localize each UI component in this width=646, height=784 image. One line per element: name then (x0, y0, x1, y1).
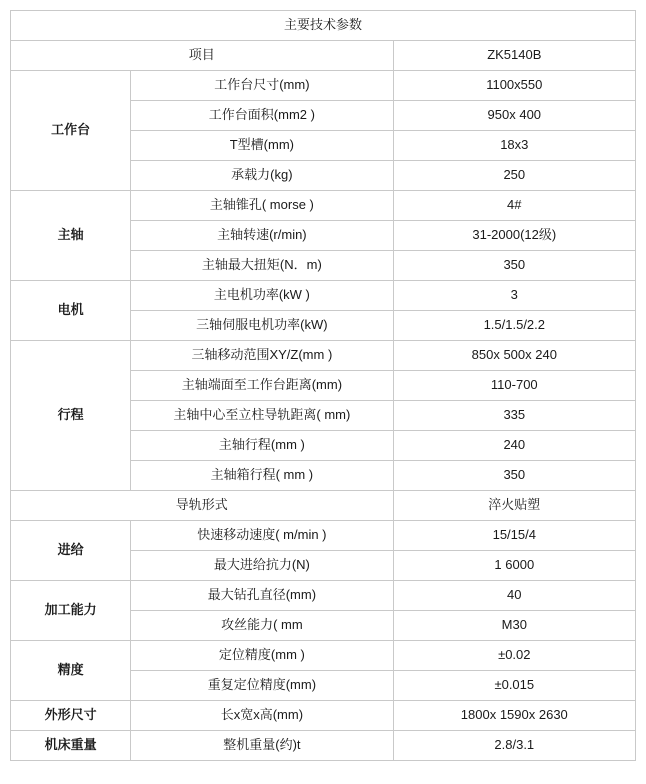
item-label: 快速移动速度( m/min ) (131, 521, 393, 551)
item-label: 三轴移动范围XY/Z(mm ) (131, 341, 393, 371)
item-label: 主轴中心至立柱导轨距离( mm) (131, 401, 393, 431)
item-value: 1100x550 (393, 71, 635, 101)
item-label: 最大进给抗力(N) (131, 551, 393, 581)
item-value: 1800x 1590x 2630 (393, 701, 635, 731)
item-label: 工作台面积(mm2 ) (131, 101, 393, 131)
item-value: 15/15/4 (393, 521, 635, 551)
item-value: 240 (393, 431, 635, 461)
group-travel: 行程 (11, 341, 131, 491)
item-value: 110-700 (393, 371, 635, 401)
item-value: 淬火贴塑 (393, 491, 635, 521)
item-value: 18x3 (393, 131, 635, 161)
item-label: 主轴锥孔( morse ) (131, 191, 393, 221)
table-row (11, 341, 636, 371)
group-machining-capacity: 加工能力 (11, 581, 131, 641)
header-item-label: 项目 (11, 41, 394, 71)
item-label: 攻丝能力( mm (131, 611, 393, 641)
item-value: 1.5/1.5/2.2 (393, 311, 635, 341)
table-row (11, 641, 636, 671)
item-label: 主轴箱行程( mm ) (131, 461, 393, 491)
item-value: 335 (393, 401, 635, 431)
item-label: 主电机功率(kW ) (131, 281, 393, 311)
item-value: 2.8/3.1 (393, 731, 635, 761)
item-label: 最大钻孔直径(mm) (131, 581, 393, 611)
item-value: ±0.02 (393, 641, 635, 671)
table-row (11, 731, 636, 761)
item-value: M30 (393, 611, 635, 641)
table-title-row (11, 11, 636, 41)
item-label: 主轴最大扭矩(N．m) (131, 251, 393, 281)
item-value: 3 (393, 281, 635, 311)
item-value: 350 (393, 461, 635, 491)
table-header-row (11, 41, 636, 71)
item-label: 工作台尺寸(mm) (131, 71, 393, 101)
table-row (11, 701, 636, 731)
table-row (11, 281, 636, 311)
table-row (11, 191, 636, 221)
item-value: 950x 400 (393, 101, 635, 131)
group-feed: 进给 (11, 521, 131, 581)
item-value: 250 (393, 161, 635, 191)
item-label: 长x宽x高(mm) (131, 701, 393, 731)
group-accuracy: 精度 (11, 641, 131, 701)
item-value: 40 (393, 581, 635, 611)
group-overall-dimensions: 外形尺寸 (11, 701, 131, 731)
item-value: 4# (393, 191, 635, 221)
item-label: 承载力(kg) (131, 161, 393, 191)
item-label: 主轴端面至工作台距离(mm) (131, 371, 393, 401)
table-row (11, 491, 636, 521)
item-label: 定位精度(mm ) (131, 641, 393, 671)
header-model: ZK5140B (393, 41, 635, 71)
item-label: 主轴转速(r/min) (131, 221, 393, 251)
item-value: 1 6000 (393, 551, 635, 581)
table-row (11, 521, 636, 551)
item-value: 350 (393, 251, 635, 281)
item-label-guideway: 导轨形式 (11, 491, 394, 521)
item-label: 整机重量(约)t (131, 731, 393, 761)
item-value: 850x 500x 240 (393, 341, 635, 371)
table-row (11, 581, 636, 611)
item-label: T型槽(mm) (131, 131, 393, 161)
technical-parameters-table (10, 10, 636, 761)
table-title: 主要技术参数 (11, 11, 636, 41)
group-machine-weight: 机床重量 (11, 731, 131, 761)
group-motor: 电机 (11, 281, 131, 341)
group-worktable: 工作台 (11, 71, 131, 191)
item-label: 三轴伺服电机功率(kW) (131, 311, 393, 341)
group-spindle: 主轴 (11, 191, 131, 281)
item-value: 31-2000(12级) (393, 221, 635, 251)
item-label: 重复定位精度(mm) (131, 671, 393, 701)
item-value: ±0.015 (393, 671, 635, 701)
table-row (11, 71, 636, 101)
item-label: 主轴行程(mm ) (131, 431, 393, 461)
